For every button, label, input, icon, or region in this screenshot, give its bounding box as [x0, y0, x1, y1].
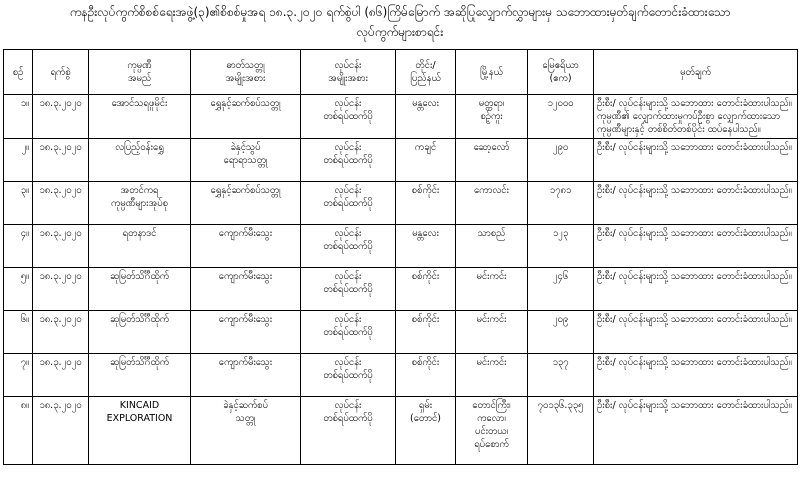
cell-township-line: ဆော့လော်: [473, 142, 510, 153]
cell-area-text: ၂၄၆: [552, 271, 569, 282]
cell-date-text: ၁၈.၃.၂၀၂၀: [39, 271, 82, 282]
cell-township-line: မင်းကင်း: [476, 357, 507, 368]
cell-township-line: မင်းကင်း: [476, 271, 507, 282]
cell-no: [4, 354, 33, 397]
cell-remarks: [594, 182, 798, 225]
cell-business-line: တစ်ရပ်ထက်ပို: [323, 198, 373, 209]
cell-remarks: [594, 225, 798, 268]
cell-township-line: ပင်းတယ၊: [474, 426, 509, 437]
cell-no: [4, 182, 33, 225]
cell-business-line: လုပ်ငန်း: [334, 271, 362, 282]
cell-township: [456, 139, 528, 182]
cell-area-text: ၁၇၈၁: [549, 185, 572, 196]
cell-mineral: [191, 311, 301, 354]
column-header-text: စဉ်: [12, 66, 24, 78]
cell-company-line: EXPLORATION: [106, 413, 173, 424]
cell-remarks: [594, 397, 798, 465]
cell-remarks-line: ဦးစီး/ လုပ်ငန်းများသို့ သဘောထား တောင်းခံထားပါသည်။: [597, 98, 792, 109]
cell-area-text: ၂၉၀: [552, 142, 569, 153]
cell-business-line: လုပ်ငန်း: [334, 357, 362, 368]
cell-no: [4, 139, 33, 182]
cell-no-text: ၃။: [20, 185, 29, 196]
column-header-text: အမျိုးအစား: [328, 73, 368, 84]
table-row: [4, 268, 798, 311]
column-header-text: လုပ်ငန်း: [334, 60, 362, 71]
cell-no: [4, 397, 33, 465]
cell-company-line: အောင်သရဖူမိုင်း: [111, 98, 168, 109]
cell-area-text: ၁၂၃: [552, 228, 569, 239]
cell-region-line: ရှမ်း: [418, 400, 433, 411]
cell-township-line: ရပ်စောက်: [474, 439, 509, 450]
cell-region: [396, 397, 456, 465]
cell-region: [396, 95, 456, 139]
cell-business: [301, 182, 396, 225]
cell-date-text: ၁၈.၃.၂၀၂၀: [39, 357, 82, 368]
cell-township: [456, 311, 528, 354]
cell-date-text: ၁၈.၃.၂၀၂၀: [39, 228, 82, 239]
cell-date: [33, 225, 89, 268]
cell-region-line: စစ်ကိုင်း: [411, 357, 440, 368]
cell-remarks: [594, 95, 798, 139]
mining-applications-table: [3, 49, 798, 465]
cell-area: [528, 354, 594, 397]
cell-business-line: လုပ်ငန်း: [334, 400, 362, 411]
cell-area-text: ၇၀၁၃၆.၃၃၅: [537, 400, 584, 411]
cell-region-line: စစ်ကိုင်း: [411, 314, 440, 325]
cell-no: [4, 311, 33, 354]
column-header-area: [528, 50, 594, 95]
cell-remarks-line: ဦးစီး/ လုပ်ငန်းများသို့ သဘောထား တောင်းခံထားပါသည်။: [597, 142, 792, 153]
column-header-text: ဓာတ်သတ္တု: [226, 60, 265, 71]
cell-area: [528, 139, 594, 182]
cell-area-text: ၂၀၉: [552, 314, 569, 325]
cell-no-text: ၆။: [20, 314, 29, 325]
cell-remarks: [594, 354, 798, 397]
cell-region: [396, 268, 456, 311]
column-header-text: မြေဧရိယာ: [542, 60, 579, 71]
cell-business-line: လုပ်ငန်း: [334, 185, 362, 196]
cell-area-text: ၁၂၀၀၀: [547, 98, 574, 109]
cell-date-text: ၁၈.၃.၂၀၂၀: [39, 185, 82, 196]
cell-no-text: ၅။: [20, 271, 29, 282]
cell-company: [89, 397, 191, 465]
cell-business-line: လုပ်ငန်း: [334, 142, 362, 153]
cell-no-text: ၂။: [21, 142, 29, 153]
column-header-text: တိုင်း/: [415, 60, 436, 71]
cell-region: [396, 139, 456, 182]
cell-area: [528, 95, 594, 139]
cell-no-text: ၁။: [20, 98, 29, 109]
cell-region-line: စစ်ကိုင်း: [411, 271, 440, 282]
cell-remarks-line: ဦးစီး/ လုပ်ငန်းများသို့ သဘောထား တောင်းခံထားပါသည်။: [597, 185, 792, 196]
column-header-text: အမည်: [127, 73, 152, 84]
document-title-line2: လုပ်ကွက်များစာရင်း: [356, 25, 444, 39]
cell-township-line: မင်းကင်း: [476, 314, 507, 325]
cell-mineral: [191, 182, 301, 225]
cell-company-line: KINCAID: [119, 400, 160, 411]
cell-business: [301, 139, 396, 182]
column-header-text: ပြည်နယ်: [410, 73, 441, 84]
cell-mineral-line: ခဲနှင့်ဆက်စပ်: [223, 400, 268, 411]
cell-mineral-line: ရောရာသတ္တု: [223, 155, 268, 166]
cell-township-line: ကလော၊: [477, 413, 506, 424]
cell-remarks-line: ဦးစီး/ လုပ်ငန်းများသို့ သဘောထား တောင်းခံထားပါသည်။: [597, 314, 792, 325]
cell-region-line: ကချင်: [414, 142, 437, 153]
cell-township-line: စဉ့်ကူး: [480, 111, 503, 122]
cell-area: [528, 225, 594, 268]
cell-company: [89, 95, 191, 139]
cell-mineral-line: ကျောက်မီးသွေး: [218, 228, 273, 239]
column-header-date: [33, 50, 89, 95]
cell-business: [301, 225, 396, 268]
table-row: [4, 354, 798, 397]
cell-date-text: ၁၈.၃.၂၀၂၀: [39, 142, 82, 153]
cell-date: [33, 95, 89, 139]
document-title-line1: ကနဦးလုပ်ကွက်စိစစ်ရေးအဖွဲ့(၃)၏စိစစ်မှုအရ ၁၈.၃.၂၀၂၀ ရက်စွဲပါ (၈၆)ကြိမ်မြောက် အဆိုပြုလျှောက်လွှာများမှ သဘောထားမှတ်ချက်တောင်းခံထားသော: [69, 5, 731, 19]
column-header-mineral: [191, 50, 301, 95]
cell-township: [456, 268, 528, 311]
table-row: [4, 95, 798, 139]
cell-company-line: ဆုမြတ်သိင်္ဂီထိုက်: [109, 314, 170, 325]
cell-business-line: တစ်ရပ်ထက်ပို: [323, 155, 373, 166]
cell-business: [301, 311, 396, 354]
cell-mineral: [191, 225, 301, 268]
cell-business-line: လုပ်ငန်း: [334, 98, 362, 109]
cell-business-line: တစ်ရပ်ထက်ပို: [323, 241, 373, 252]
cell-business-line: လုပ်ငန်း: [334, 228, 362, 239]
cell-no: [4, 95, 33, 139]
table-row: [4, 139, 798, 182]
cell-region-line: စစ်ကိုင်း: [411, 185, 440, 196]
cell-township: [456, 354, 528, 397]
cell-mineral: [191, 268, 301, 311]
cell-mineral-line: ရွှေနှင့်ဆက်စပ်သတ္တု: [210, 185, 281, 196]
cell-business: [301, 95, 396, 139]
cell-mineral-line: ကျောက်မီးသွေး: [218, 357, 273, 368]
cell-company-line: ဆုမြတ်သိင်္ဂီထိုက်: [109, 357, 170, 368]
cell-region-line: မန္တလေး: [412, 228, 439, 239]
cell-mineral-line: ကျောက်မီးသွေး: [218, 271, 273, 282]
cell-area: [528, 311, 594, 354]
cell-mineral-line: ခဲနှင့်သွပ်: [230, 142, 261, 153]
cell-date-text: ၁၈.၃.၂၀၂၀: [39, 400, 82, 411]
column-header-text: ရက်စွဲ: [50, 66, 71, 78]
column-header-no: [4, 50, 33, 95]
cell-mineral: [191, 397, 301, 465]
cell-date: [33, 182, 89, 225]
cell-date: [33, 354, 89, 397]
cell-business-line: တစ်ရပ်ထက်ပို: [323, 370, 373, 381]
cell-area: [528, 397, 594, 465]
cell-mineral: [191, 139, 301, 182]
cell-company: [89, 182, 191, 225]
cell-business: [301, 397, 396, 465]
table-row: [4, 311, 798, 354]
cell-township-line: ကောလင်း: [474, 185, 509, 196]
cell-remarks-line: ဦးစီး/ လုပ်ငန်းများသို့ သဘောထား တောင်းခံထားပါသည်။: [597, 357, 792, 368]
cell-business: [301, 268, 396, 311]
cell-date-text: ၁၈.၃.၂၀၂၀: [39, 98, 82, 109]
cell-company-line: အတင်ကရ: [120, 185, 159, 196]
cell-township-line: တောင်ကြီး၊: [472, 400, 511, 411]
cell-area: [528, 182, 594, 225]
cell-region: [396, 354, 456, 397]
cell-company-line: လပြည့်ဝန်းရွှေ: [115, 142, 164, 153]
cell-company: [89, 268, 191, 311]
cell-business-line: တစ်ရပ်ထက်ပို: [323, 111, 373, 122]
cell-remarks-line: ကုမ္ပဏီ၏ လျှောက်ထားမှုကပ်ဦးစွာ လျှောက်ထားသော: [597, 111, 781, 122]
column-header-text: အမျိုးအစား: [225, 73, 266, 84]
cell-business-line: တစ်ရပ်ထက်ပို: [323, 327, 373, 338]
cell-business: [301, 354, 396, 397]
cell-area: [528, 268, 594, 311]
cell-region: [396, 182, 456, 225]
cell-business-line: လုပ်ငန်း: [334, 314, 362, 325]
cell-remarks-line: ကုမ္ပဏီများနှင့် တစ်စိတ်တစ်ပိုင်း ထပ်နေပါသည်။: [597, 124, 761, 135]
cell-township: [456, 95, 528, 139]
cell-mineral: [191, 354, 301, 397]
table-row: [4, 182, 798, 225]
cell-date: [33, 139, 89, 182]
column-header-company: [89, 50, 191, 95]
cell-mineral-line: ရွှေနှင့်ဆက်စပ်သတ္တု: [210, 98, 281, 109]
cell-company: [89, 311, 191, 354]
cell-township-line: မတ္တရာ၊: [478, 98, 505, 109]
column-header-business: [301, 50, 396, 95]
table-header-row: [4, 50, 798, 95]
cell-date: [33, 268, 89, 311]
column-header-text: ကုမ္ပဏီ: [127, 60, 152, 71]
cell-township-line: သာစည်: [477, 228, 506, 239]
cell-date: [33, 397, 89, 465]
cell-mineral-line: သတ္တု: [235, 413, 256, 424]
cell-business-line: တစ်ရပ်ထက်ပို: [323, 284, 373, 295]
cell-no-text: ၄။: [20, 228, 29, 239]
cell-business-line: တစ်ရပ်ထက်ပို: [323, 413, 373, 424]
cell-remarks: [594, 268, 798, 311]
cell-company-line: ရတနာဒင်: [122, 228, 157, 239]
column-header-region: [396, 50, 456, 95]
column-header-text: မြို့နယ်: [480, 66, 503, 78]
cell-remarks-line: ဦးစီး/ လုပ်ငန်းများသို့ သဘောထား တောင်းခံထားပါသည်။: [597, 228, 792, 239]
column-header-township: [456, 50, 528, 95]
cell-no-text: ၇။: [20, 357, 29, 368]
cell-township: [456, 397, 528, 465]
cell-region: [396, 225, 456, 268]
cell-area-text: ၁၃၇: [552, 357, 569, 368]
cell-mineral-line: ကျောက်မီးသွေး: [218, 314, 273, 325]
cell-township: [456, 225, 528, 268]
cell-date-text: ၁၈.၃.၂၀၂၀: [39, 314, 82, 325]
cell-remarks-line: ဦးစီး/ လုပ်ငန်းများသို့ သဘောထား တောင်းခံထားပါသည်။: [597, 400, 792, 411]
cell-township: [456, 182, 528, 225]
cell-remarks-line: ဦးစီး/ လုပ်ငန်းများသို့ သဘောထား တောင်းခံထားပါသည်။: [597, 271, 792, 282]
cell-no: [4, 225, 33, 268]
cell-no: [4, 268, 33, 311]
cell-company-line: ကုမ္ပဏီများအုပ်စု: [110, 198, 169, 209]
cell-company: [89, 225, 191, 268]
cell-region-line: မန္တလေး: [412, 98, 439, 109]
cell-region-line: (တောင်): [410, 413, 441, 424]
cell-region: [396, 311, 456, 354]
cell-company-line: ဆုမြတ်သိင်္ဂီထိုက်: [109, 271, 170, 282]
cell-mineral: [191, 95, 301, 139]
cell-remarks: [594, 311, 798, 354]
column-header-text: မှတ်ချက်: [680, 66, 711, 78]
cell-company: [89, 139, 191, 182]
cell-no-text: ၈။: [20, 400, 29, 411]
cell-remarks: [594, 139, 798, 182]
cell-date: [33, 311, 89, 354]
column-header-text: (ဧက): [549, 73, 572, 84]
table-row: [4, 397, 798, 465]
cell-company: [89, 354, 191, 397]
column-header-remarks: [594, 50, 798, 95]
table-row: [4, 225, 798, 268]
